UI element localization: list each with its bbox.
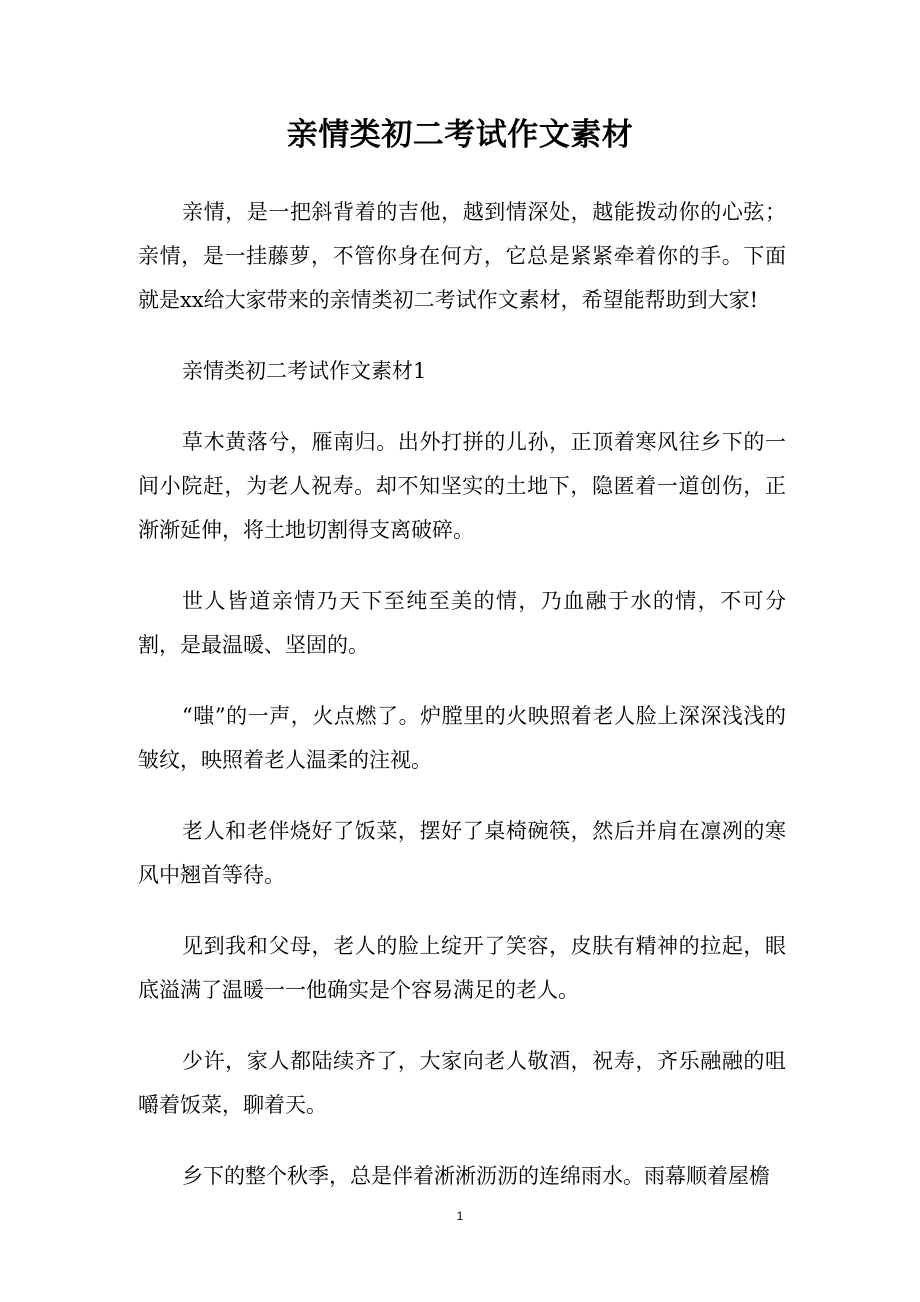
- paragraph: 见到我和父母，老人的脸上绽开了笑容，皮肤有精神的拉起，眼底溢满了温暖一一他确实是个容易满足的老人。: [138, 934, 786, 1002]
- paragraph: “嗤”的一声，火点燃了。炉膛里的火映照着老人脸上深深浅浅的皱纹，映照着老人温柔的注视。: [138, 704, 786, 772]
- paragraph-intro: 亲情，是一把斜背着的吉他，越到情深处，越能拨动你的心弦；亲情，是一挂藤萝，不管你身在何方，它总是紧紧牵着你的手。下面就是xx给大家带来的亲情类初二考试作文素材，希望能帮助到大家!: [138, 200, 786, 312]
- paragraph: 少许，家人都陆续齐了，大家向老人敬酒，祝寿，齐乐融融的咀嚼着饭菜，聊着天。: [138, 1049, 786, 1117]
- paragraph: 老人和老伴烧好了饭菜，摆好了桌椅碗筷，然后并肩在凛冽的寒风中翘首等待。: [138, 819, 786, 887]
- paragraph: 世人皆道亲情乃天下至纯至美的情，乃血融于水的情，不可分割，是最温暖、坚固的。: [138, 589, 786, 657]
- paragraph: 乡下的整个秋季，总是伴着淅淅沥沥的连绵雨水。雨幕顺着屋檐: [182, 1164, 770, 1188]
- section-heading: 亲情类初二考试作文素材1: [182, 359, 427, 383]
- paragraph: 草木黄落兮，雁南归。出外打拼的儿孙，正顶着寒风往乡下的一间小院赶，为老人祝寿。却不知坚实的土地下，隐匿着一道创伤，正渐渐延伸，将土地切割得支离破碎。: [138, 430, 786, 542]
- page-number: 1: [456, 1209, 464, 1223]
- document-body: [138, 190, 786, 1225]
- document-title: 亲情类初二考试作文素材: [286, 117, 634, 153]
